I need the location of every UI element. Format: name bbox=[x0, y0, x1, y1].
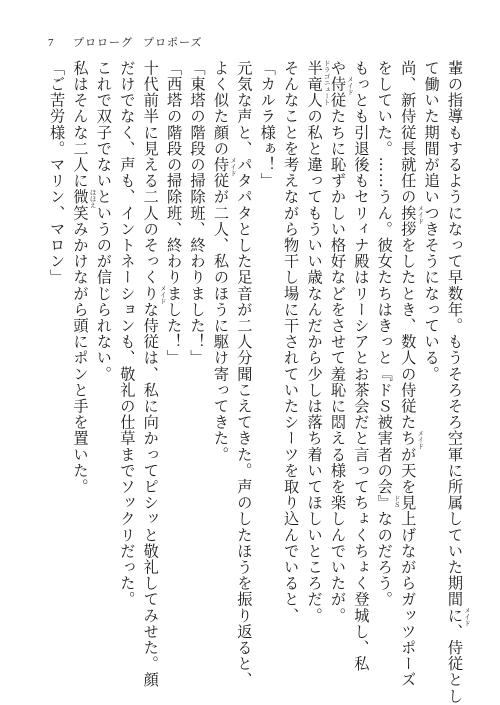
text-column: や侍従たちに恥ずかしい格好などをさせて羞恥に悶える様を楽しんでいたが。 bbox=[328, 60, 347, 624]
ruby-text: メイド bbox=[463, 607, 471, 627]
ruby-text: メイド bbox=[416, 430, 425, 450]
running-header bbox=[48, 34, 212, 50]
ruby-text: メイド bbox=[346, 76, 354, 96]
chapter-label: プロローグ bbox=[73, 36, 133, 49]
ruby-text: ほほえ bbox=[88, 188, 97, 209]
text-column: よく似た顔の侍従が二人、私のほうに駆け寄ってきた。 bbox=[211, 60, 230, 463]
text-column: 十代前半に見える二人のそっくりな侍従は、私に向かってピシッと敬礼してみせた。顔 bbox=[141, 60, 160, 688]
text-column: 「西塔の階段の掃除班、終わりました！」 bbox=[165, 60, 184, 366]
page-number: 7 bbox=[48, 37, 55, 49]
text-column: 「ご苦労様。マリン、マロン」 bbox=[48, 60, 67, 286]
text-column: そんなことを考えながら物干し場に干されていたシーツを取り込んでいると、 bbox=[282, 60, 301, 624]
text-column: 「カルラ様ぁ！」 bbox=[258, 60, 277, 189]
ruby-text: ドラゴニュート bbox=[322, 60, 331, 106]
text-column: だけでなく、声も、イントネーションも、敬礼の仕草までソックリだった。 bbox=[118, 60, 137, 608]
text-column: 私はそんな二人に微笑みかけながら頭にポンと手を置いた。 bbox=[71, 60, 90, 495]
chapter-heading bbox=[73, 36, 212, 49]
ruby-text: メイド bbox=[229, 156, 237, 177]
text-column: もっとも引退後もセリィナ殿はリーシアとお茶会だと言ってちょくちょく登城し、私 bbox=[352, 60, 371, 672]
text-column: これで双子でないというのが信じられない。 bbox=[94, 60, 113, 382]
ruby-text: メイド bbox=[158, 285, 167, 305]
text-column: 元気な声と、パタパタとした足音が二人分聞こえてきた。声のしたほうを振り返ると、 bbox=[235, 60, 254, 688]
text-column: 「東塔の階段の掃除班、終わりました！」 bbox=[188, 60, 207, 366]
text-column: て働いた期間が追いつきそうになっている。 bbox=[422, 60, 441, 382]
ruby-text: メイド bbox=[416, 204, 425, 225]
ruby-text: ドＳ bbox=[392, 494, 401, 508]
text-column: をしていた。……うん。彼女たちはきっと『ドＳ被害者の会』なのだろう。 bbox=[375, 60, 394, 608]
text-column: 半竜人の私と違ってもういい歳なんだから少しは落ち着いてほしいところだ。 bbox=[305, 60, 324, 624]
vertical-body-text bbox=[45, 60, 466, 704]
chapter-title: プロポーズ bbox=[143, 36, 203, 49]
text-column: 尚、新侍従長就任の挨拶をしたとき、数人の侍従たちが天を見上げながらガッツポーズ bbox=[399, 60, 418, 688]
text-column: 輩の指導もするようになって早数年。もうそろそろ空軍に所属していた期間に、侍従とし bbox=[446, 60, 464, 704]
